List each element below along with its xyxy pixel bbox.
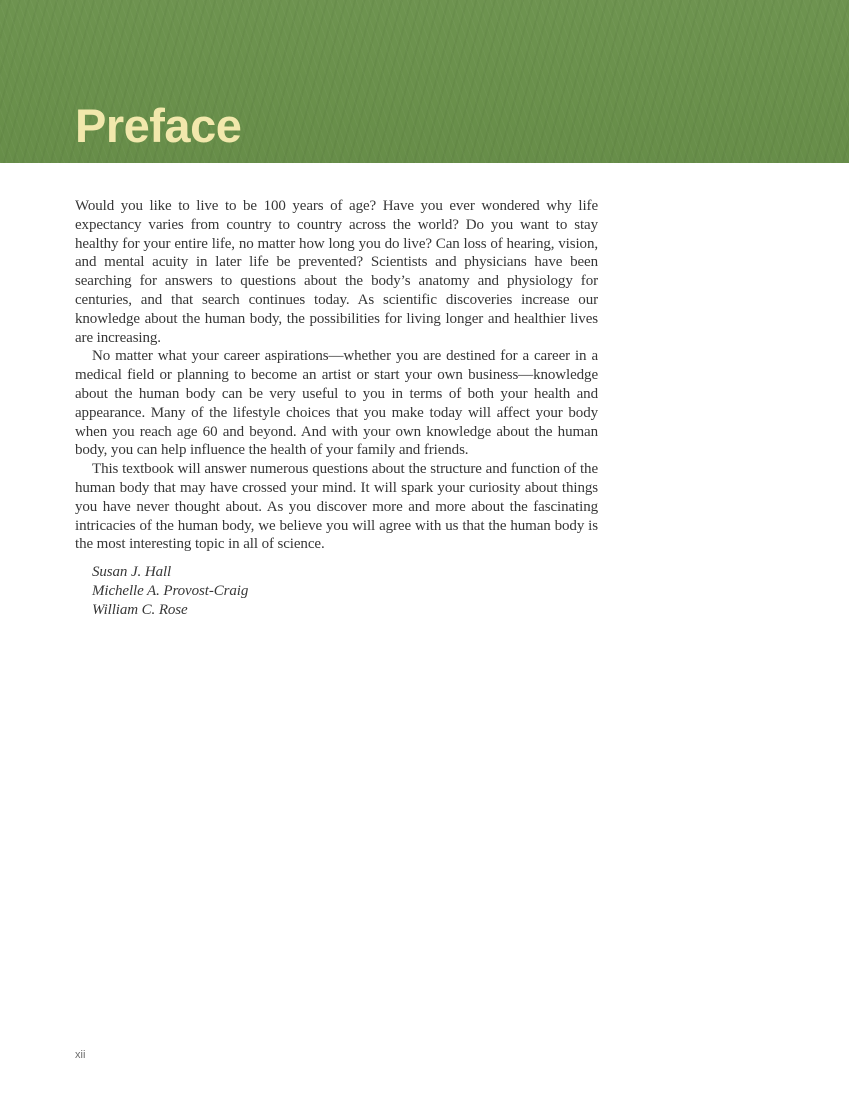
author-signatures	[75, 563, 598, 619]
page-number: xii	[75, 1049, 86, 1061]
paragraph-1: Would you like to live to be 100 years of age? Have you ever wondered why life expectancy varies from country to country across the world? Do you want to stay healthy for your entire life, no matter how long you do live? Can loss of hearing, vision, and mental acuity in later life be prevented? Scientists and physicians have been searching for answers to questions about the body’s anatomy and physiology for centuries, and that search continues today. As scientific discoveries increase our knowledge about the human body, the possibilities for living longer and healthier lives are increasing.	[75, 198, 598, 346]
preface-body	[75, 197, 598, 620]
author-name: William C. Rose	[92, 601, 188, 618]
author-name: Michelle A. Provost-Craig	[92, 582, 249, 599]
paragraph-3: This textbook will answer numerous questions about the structure and function of the human body that may have crossed your mind. It will spark your curiosity about things you have never thought about. As you discover more and more about the fascinating intricacies of the human body, we believe you will agree with us that the human body is the most interesting topic in all of science.	[75, 461, 598, 553]
chapter-header-band	[0, 0, 849, 163]
author-name: Susan J. Hall	[92, 564, 172, 581]
page-title: Preface	[75, 99, 242, 152]
paragraph-2: No matter what your career aspirations—whether you are destined for a career in a medical field or planning to become an artist or start your own business—knowledge about the human body can be very useful to you in terms of both your health and appearance. Many of the lifestyle choices that you make today will affect your body when you reach age 60 and beyond. And with your own knowledge about the human body, you can help influence the health of your family and friends.	[75, 348, 598, 459]
